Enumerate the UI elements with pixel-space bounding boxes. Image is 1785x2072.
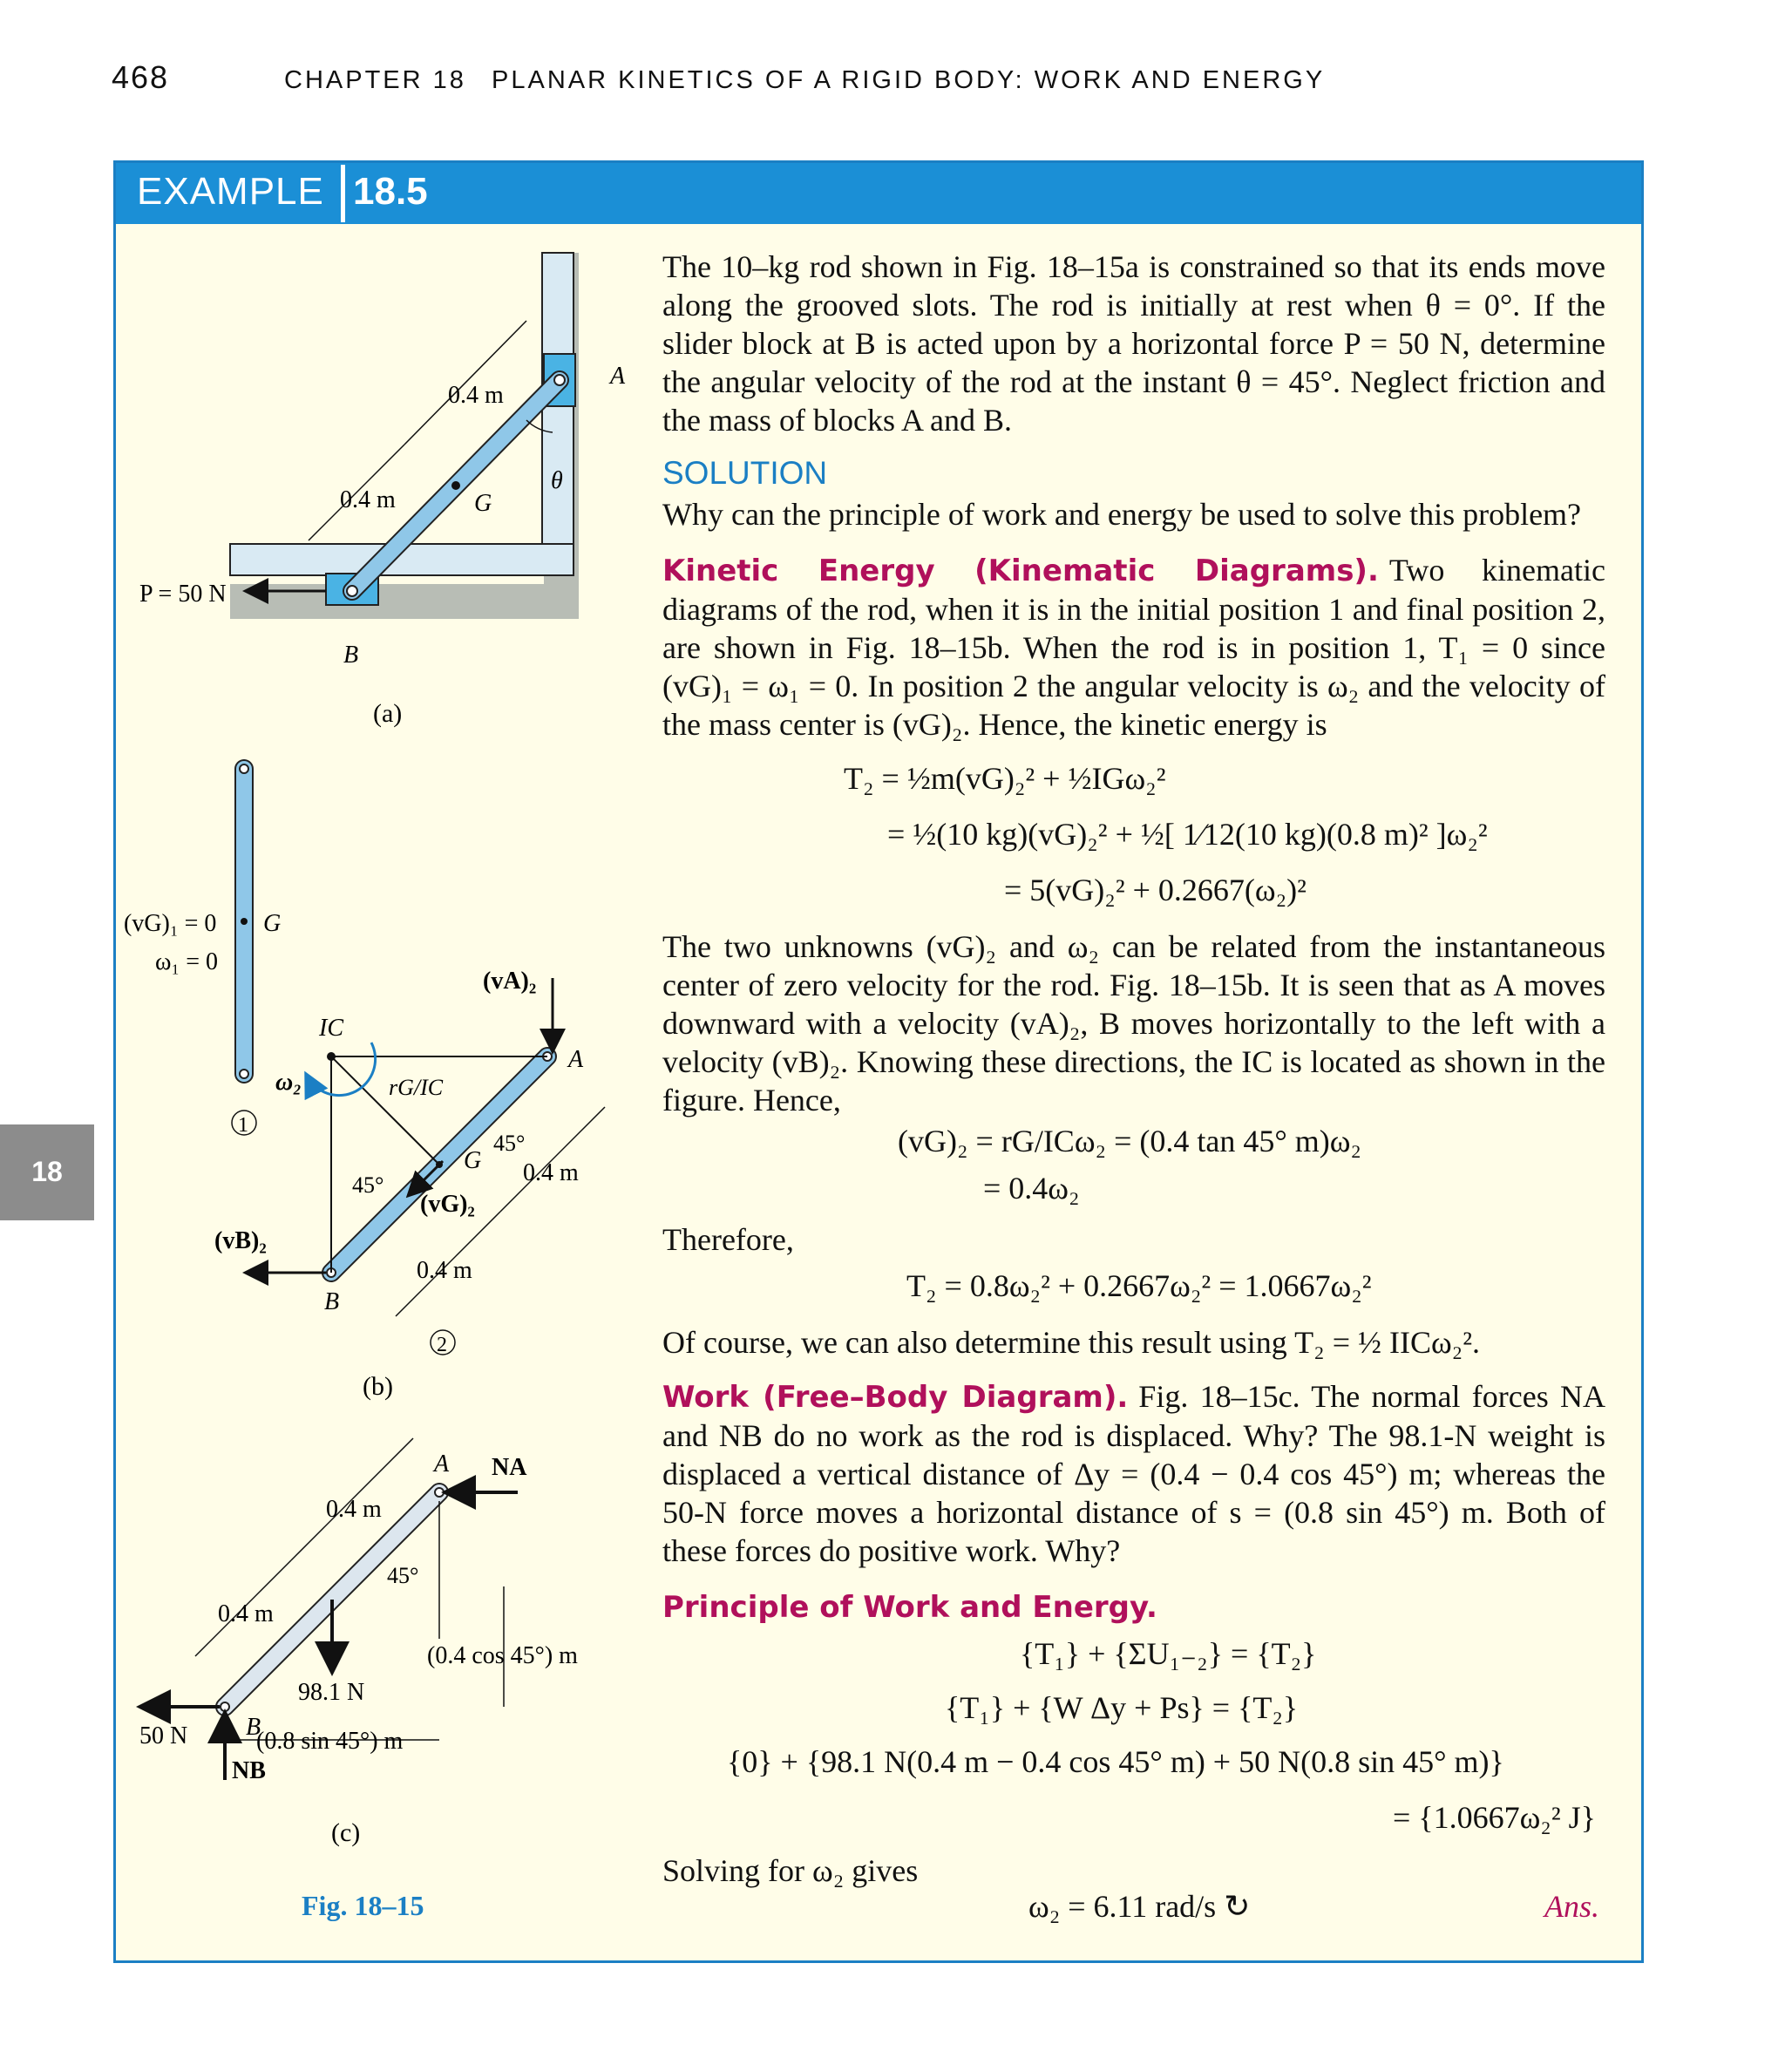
label-b-c: B	[246, 1714, 261, 1741]
result-equation: ω₂ = 6.11 rad/s ↻	[1028, 1889, 1251, 1924]
side-tab-number: 18	[31, 1156, 63, 1187]
answer-label: Ans.	[1544, 1889, 1599, 1924]
work-text: Fig. 18–15c. The normal forces NA and NB do no work as the rod is displaced. Why? The 98.1-N weight is displaced a vertical distance of Δy = (0.4 − 0.4 cos 45°) m; whereas the 50-N force moves a horizontal distance of s = (0.8 sin 45°) m. Both of these forces do positive work. Why?	[662, 1379, 1605, 1568]
alternative-text: Of course, we can also determine this result using T₂ = ½ IICω₂².	[662, 1325, 1481, 1360]
equation-work-1: {T₁} + {ΣU₁₋₂} = {T₂}	[1020, 1636, 1317, 1671]
equation-vg-2: = 0.4ω₂	[983, 1171, 1080, 1206]
label-w2: ω₂	[275, 1069, 302, 1096]
label-a-a: A	[610, 363, 626, 390]
pin-b	[347, 586, 357, 596]
label-04m-c2: 0.4 m	[218, 1600, 274, 1627]
label-nb: NB	[232, 1757, 266, 1784]
label-ic: IC	[319, 1015, 343, 1042]
example-separator	[341, 165, 345, 222]
label-rgic: rG/IC	[389, 1075, 444, 1100]
example-header-bar	[116, 163, 1641, 224]
label-sin: (0.8 sin 45°) m	[256, 1728, 404, 1755]
label-g1: G	[263, 910, 282, 937]
example-label: EXAMPLE	[137, 170, 324, 213]
label-981: 98.1 N	[298, 1679, 365, 1706]
omega2-arc	[307, 1043, 376, 1096]
center-g-1	[241, 918, 248, 925]
label-vg1: (vG)₁ = 0	[124, 910, 217, 937]
label-b-b: B	[324, 1288, 340, 1315]
label-p: P = 50 N	[139, 581, 227, 608]
pin-a-c	[435, 1488, 444, 1497]
equation-t2-1: T₂ = ½m(vG)₂² + ½IGω₂²	[844, 761, 1166, 796]
solution-question: Why can the principle of work and energy be used to solve this problem?	[662, 497, 1582, 532]
kinetic-energy-paragraph	[662, 551, 1605, 744]
label-va2: (vA)₂	[483, 968, 537, 995]
work-heading: Work (Free–Body Diagram).	[662, 1380, 1129, 1415]
label-pos2: 2	[437, 1334, 447, 1356]
label-04m-top: 0.4 m	[448, 382, 504, 409]
equation-work-3: {0} + {98.1 N(0.4 m − 0.4 cos 45° m) + 50 N(0.8 sin 45° m)}	[727, 1744, 1504, 1779]
label-45-left: 45°	[352, 1172, 384, 1198]
solution-heading: SOLUTION	[662, 455, 828, 491]
equation-t2-2: = ½(10 kg)(vG)₂² + ½[ 1⁄12(10 kg)(0.8 m)² ]ω₂²	[887, 817, 1488, 852]
pin-bottom-1	[240, 1070, 248, 1078]
therefore-text: Therefore,	[662, 1222, 794, 1257]
pin-b-c	[221, 1702, 229, 1711]
caption-b: (b)	[363, 1372, 393, 1401]
figure-c	[139, 1438, 578, 1847]
label-a-b: A	[568, 1046, 584, 1073]
kinetic-energy-heading: Kinetic Energy (Kinematic Diagrams).	[662, 554, 1379, 588]
page-number: 468	[112, 59, 170, 95]
label-04m-right: 0.4 m	[523, 1159, 579, 1186]
wall-shading-horizontal	[230, 584, 579, 619]
equation-work-4: = {1.0667ω₂² J}	[1393, 1800, 1596, 1835]
label-45-c: 45°	[387, 1563, 419, 1588]
label-45-top: 45°	[493, 1131, 526, 1156]
chapter-label: CHAPTER 18	[284, 66, 466, 94]
caption-a: (a)	[373, 699, 403, 728]
label-w1: ω₁ = 0	[155, 948, 218, 975]
pin-a	[554, 375, 565, 385]
label-04m-bottom: 0.4 m	[417, 1257, 472, 1284]
chapter-title: PLANAR KINETICS OF A RIGID BODY: WORK AND ENERGY	[492, 66, 1326, 94]
equation-t2-final: T₂ = 0.8ω₂² + 0.2667ω₂² = 1.0667ω₂²	[906, 1268, 1372, 1303]
figure-caption: Fig. 18–15	[302, 1890, 424, 1921]
label-g-a: G	[474, 490, 492, 517]
label-50n: 50 N	[139, 1722, 188, 1749]
label-vb2: (vB)₂	[214, 1227, 267, 1254]
label-a-c: A	[434, 1450, 450, 1478]
center-g-a	[451, 481, 460, 490]
label-vg2: (vG)₂	[420, 1191, 475, 1218]
principle-heading: Principle of Work and Energy.	[662, 1590, 1157, 1625]
caption-c: (c)	[331, 1818, 361, 1847]
r-g-ic-line	[331, 1056, 439, 1165]
example-number: 18.5	[353, 170, 428, 213]
label-na: NA	[492, 1454, 527, 1481]
label-pos1: 1	[238, 1114, 248, 1137]
pin-top-1	[240, 764, 248, 773]
ic-paragraph: The two unknowns (vG)₂ and ω₂ can be related from the instantaneous center of zero velocity for the rod. Fig. 18–15b. It is seen that as A moves downward with a velocity (vA)₂, B moves horizontally to the left with a velocity (vB)₂. Knowing these directions, the IC is located as shown in the figure. Hence,	[662, 929, 1605, 1118]
slot-vertical	[542, 253, 574, 575]
kinetic-energy-text: Two kinematic diagrams of the rod, when it is in the initial position 1 and final position 2, are shown in Fig. 18–15b. When the rod is in position 1, T₁ = 0 since (vG)₁ = ω₁ = 0. In position 2 the angular velocity is ω₂ and the velocity of the mass center is (vG)₂. Hence, the kinetic energy is	[662, 553, 1605, 742]
equation-t2-3: = 5(vG)₂² + 0.2667(ω₂)²	[1004, 873, 1307, 907]
label-b-a: B	[343, 642, 359, 669]
figure-b	[124, 764, 605, 1401]
label-cos: (0.4 cos 45°) m	[427, 1642, 578, 1669]
label-g2: G	[464, 1147, 482, 1174]
figure-18-15	[117, 227, 657, 1900]
work-paragraph	[662, 1377, 1605, 1570]
label-04m-left: 0.4 m	[340, 486, 396, 513]
label-04m-c1: 0.4 m	[326, 1496, 382, 1523]
equation-work-2: {T₁} + {W Δy + Ps} = {T₂}	[945, 1690, 1299, 1725]
ic-point	[327, 1052, 336, 1061]
problem-statement: The 10–kg rod shown in Fig. 18–15a is constrained so that its ends move along the grooved slots. The rod is initially at rest when θ = 0°. If the slider block at B is acted upon by a horizontal force P = 50 N, determine the angular velocity of the rod at the instant θ = 45°. Neglect friction and the mass of blocks A and B.	[662, 249, 1605, 438]
equation-vg-1: (vG)₂ = rG/ICω₂ = (0.4 tan 45° m)ω₂	[898, 1124, 1361, 1158]
solving-text: Solving for ω₂ gives	[662, 1853, 919, 1888]
figure-a	[139, 253, 626, 728]
chapter-side-tab	[0, 1124, 94, 1220]
label-theta: θ	[551, 467, 563, 494]
